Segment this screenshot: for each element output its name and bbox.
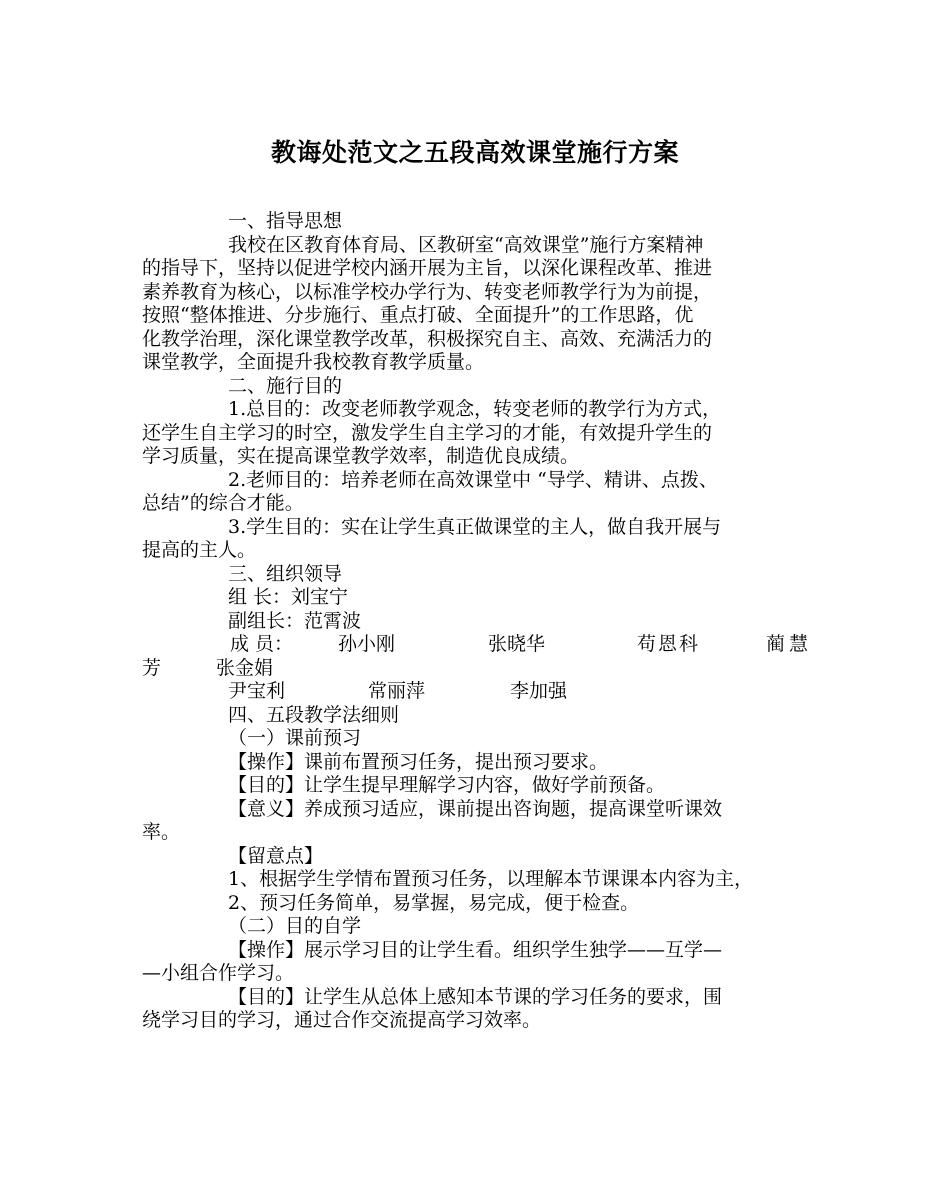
member-name: 蔺慧 [766,633,813,655]
vice-leader-name: 范霄波 [304,609,362,632]
paragraph-line: 【目的】让学生从总体上感知本节课的学习任务的要求，围 [228,985,723,1008]
paragraph-line: 【目的】让学生提早理解学习内容，做好学前预备。 [228,774,666,796]
vice-leader-label: 副组长： [228,609,305,632]
paragraph-line: 总结”的综合才能。 [142,492,304,514]
members-label: 成 员： [230,633,294,655]
paragraph-line: 1.总目的：改变老师教学观念，转变老师的教学行为方式， [228,398,722,420]
member-name: 芳 [142,656,162,679]
paragraph-line: 学习质量，实在提高课堂教学效率，制造优良成绩。 [142,445,580,467]
paragraph-line: 按照“整体推进、分步施行、重点打破、全面提升”的工作思路，优 [142,304,694,326]
subsection-heading-self-study: （二）目的自学 [228,915,362,937]
leader-line [142,586,810,610]
paragraph-line: 提高的主人。 [142,539,257,561]
paragraph-line: 化教学治理，深化课堂教学改革，积极探究自主、高效、充满活力的 [142,327,713,350]
member-name: 尹宝利 [228,680,286,702]
paragraph-line: 3.学生目的：实在让学生真正做课堂的主人，做自我开展与 [228,515,722,538]
paragraph-line: 2、预习任务简单，易掌握，易完成，便于检查。 [228,891,640,914]
subsection-heading-preview: （一）课前预习 [228,727,362,749]
paragraph-line: 还学生自主学习的时空，激发学生自主学习的才能，有效提升学生的 [142,421,713,444]
paragraph-line: 素养教育为核心，以标准学校办学行为、转变老师教学行为为前提， [142,280,713,303]
leader-name: 刘宝宁 [291,586,349,608]
paragraph-line: 绕学习目的学习，通过合作交流提高学习效率。 [142,1009,542,1031]
paragraph-line: 我校在区教育体育局、区教研室“高效课堂”施行方案精神 [228,233,704,256]
paragraph-line: 1、根据学生学情布置预习任务，以理解本节课课本内容为主， [228,868,754,890]
paragraph-line: 2.老师目的：培养老师在高效课堂中 “导学、精讲、点拨、 [228,468,718,491]
note-heading: 【留意点】 [228,844,324,867]
leader-label: 组 长： [228,586,292,608]
vice-leader-line [142,610,810,634]
member-name: 张金娟 [216,656,274,679]
section-heading-goals: 二、施行目的 [228,374,343,397]
member-name: 苟恩科 [637,633,701,655]
member-name: 孙小刚 [338,633,396,655]
members-row-1 [142,633,813,657]
member-name: 张晓华 [488,633,546,655]
member-name: 常丽萍 [368,680,426,702]
document-body [142,210,813,1033]
paragraph-line: 的指导下，坚持以促进学校内涵开展为主旨，以深化课程改革、推进 [142,257,713,279]
section-heading-five-stage-method: 四、五段教学法细则 [228,703,400,726]
paragraph-line: 率。 [142,821,181,843]
document-title: 教诲处范文之五段高效课堂施行方案 [270,138,679,167]
members-row-3 [142,680,810,704]
members-row-2 [142,657,810,681]
paragraph-line: 【意义】养成预习适应，课前提出咨询题，提高课堂听课效 [228,797,723,820]
section-heading-organization: 三、组织领导 [228,562,343,585]
member-name: 李加强 [510,680,568,702]
section-heading-guiding-ideology: 一、指导思想 [228,210,343,232]
paragraph-line: 【操作】展示学习目的让学生看。组织学生独学——互学— [228,938,723,961]
paragraph-line: 课堂教学，全面提升我校教育教学质量。 [142,351,485,373]
paragraph-line: —小组合作学习。 [142,962,295,984]
paragraph-line: 【操作】课前布置预习任务，提出预习要求。 [228,750,609,773]
